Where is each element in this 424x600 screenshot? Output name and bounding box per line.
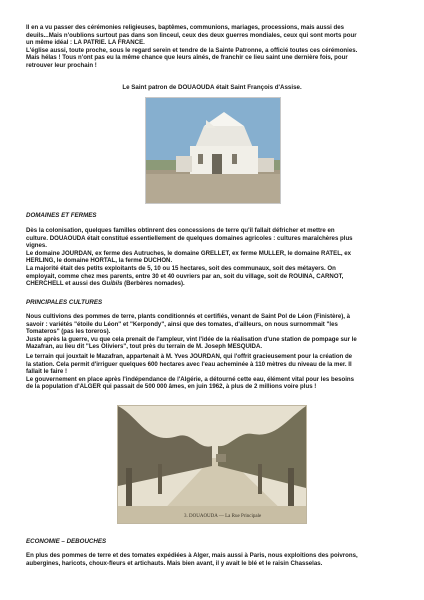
- church-photo: [145, 97, 281, 204]
- intro-paragraph: [26, 24, 398, 70]
- guibils-term: Guibils: [101, 280, 123, 288]
- domaines-paragraph: [26, 227, 398, 288]
- domaines-line: La majorité était des petits exploitants de 5, 10 ou 15 hectares, soit des communaux, soit des métayers. On: [26, 264, 336, 272]
- cultures-paragraph-2: [26, 353, 398, 391]
- cultures-paragraph: [26, 313, 398, 351]
- cultures-line: Tomateros" (pas les toreros).: [26, 328, 111, 336]
- domaines-line: vignes.: [26, 242, 47, 250]
- cultures-line: Le gouvernement en place après l'indépendance de l'Algérie, a détourné cette eau, élément vital pour les besoins: [26, 375, 354, 383]
- guibils-tail: (Berbères nomades).: [122, 280, 185, 288]
- intro-line: retrouver leur prochain !: [26, 61, 97, 69]
- domaines-line: employait, comme chez mes parents, entre 30 et 40 ouvriers par an, soit du village, soit de ROUINA, CARNOT,: [26, 272, 344, 280]
- section-heading-economie: ECONOMIE – DEBOUCHES: [26, 538, 107, 545]
- intro-line: Il en a vu passer des cérémonies religieuses, baptêmes, communions, mariages, processions, mais aussi des: [26, 24, 345, 31]
- domaines-line: Dès la colonisation, quelques familles obtinrent des concessions de terre qu'il fallait défricher et mettre en: [26, 227, 335, 234]
- postcard-caption: 3. DOUAOUDA — La Rue Principale: [184, 514, 262, 519]
- intro-line: Mais hélas ! Tous n'ont pas eu la même chance que leurs aînés, de franchir ce lieu saint une dernière fois, pour: [26, 54, 348, 62]
- cultures-line: de la population d'ALGER qui passait de 500 000 âmes, en juin 1962, à plus de 2 millions voire plus !: [26, 383, 317, 391]
- intro-line: un même idéal : LA PATRIE. LA FRANCE.: [26, 39, 145, 47]
- economie-line: En plus des pommes de terre et des tomates expédiées à Alger, mais aussi à Paris, nous exploitions des poivrons,: [26, 552, 358, 559]
- domaines-line: HERLING, le domaine HORTAL, la ferme DUCHON.: [26, 257, 173, 265]
- intro-line: L'église aussi, toute proche, sous le regard serein et tendre de la Sainte Patronne, a officié toutes ces cérémonies.: [26, 46, 358, 54]
- cultures-line: Nous cultivions des pommes de terre, plants conditionnés et certifiés, venant de Saint Pol de Léon (Finistère), à: [26, 313, 351, 320]
- street-postcard-photo: [117, 405, 307, 524]
- economie-line: aubergines, haricots, choux-fleurs et artichauts. Mais bien avant, il y avait le blé et le raisin Chasselas.: [26, 559, 323, 567]
- section-heading-cultures: PRINCIPALES CULTURES: [26, 299, 103, 306]
- domaines-line-text: CHERCHELL et aussi des: [26, 280, 101, 288]
- street-illustration: [118, 406, 306, 523]
- cultures-line: Juste après la guerre, vu que cela prenait de l'ampleur, vint l'idée de la réalisation d'une station de pompage sur le: [26, 335, 357, 343]
- cultures-line: Mazafran, au lieu dit "Les Oliviers", tout près du terrain de M. Joseph MESQUIDA.: [26, 343, 263, 351]
- domaines-line: [26, 280, 398, 288]
- cultures-line: savoir : variétés "étoile du Léon" et "Kerpondy", ainsi que des tomates, d'ailleurs, on nous surnommait "les: [26, 320, 338, 328]
- intro-line: deuils...Mais n'oublions surtout pas dans son linceul, ceux des deux guerres mondiales, ceux qui sont morts pour: [26, 31, 357, 39]
- cultures-line: fallait le faire !: [26, 368, 67, 376]
- domaines-line: Le domaine JOURDAN, ex ferme des Autruches, le domaine GRELLET, ex ferme MULLER, le domaine RATEL, ex: [26, 249, 352, 257]
- section-heading-domaines: DOMAINES ET FERMES: [26, 212, 97, 219]
- church-illustration: [146, 98, 280, 203]
- economie-paragraph: [26, 552, 398, 567]
- cultures-line: la station. Cela permit d'irriguer quelques 600 hectares avec l'eau acheminée à 110 mètres du niveau de la mer. Il: [26, 360, 352, 368]
- cultures-line: Le terrain qui jouxtait le Mazafran, appartenait à M. Yves JOURDAN, qui l'offrit gracieusement pour la création de: [26, 353, 353, 360]
- domaines-line: culture. DOUAOUDA était constitué essentiellement de quelques domaines agricoles : cultures maraîchères plus: [26, 234, 353, 242]
- church-caption: Le Saint patron de DOUAOUDA était Saint François d'Assise.: [122, 84, 302, 91]
